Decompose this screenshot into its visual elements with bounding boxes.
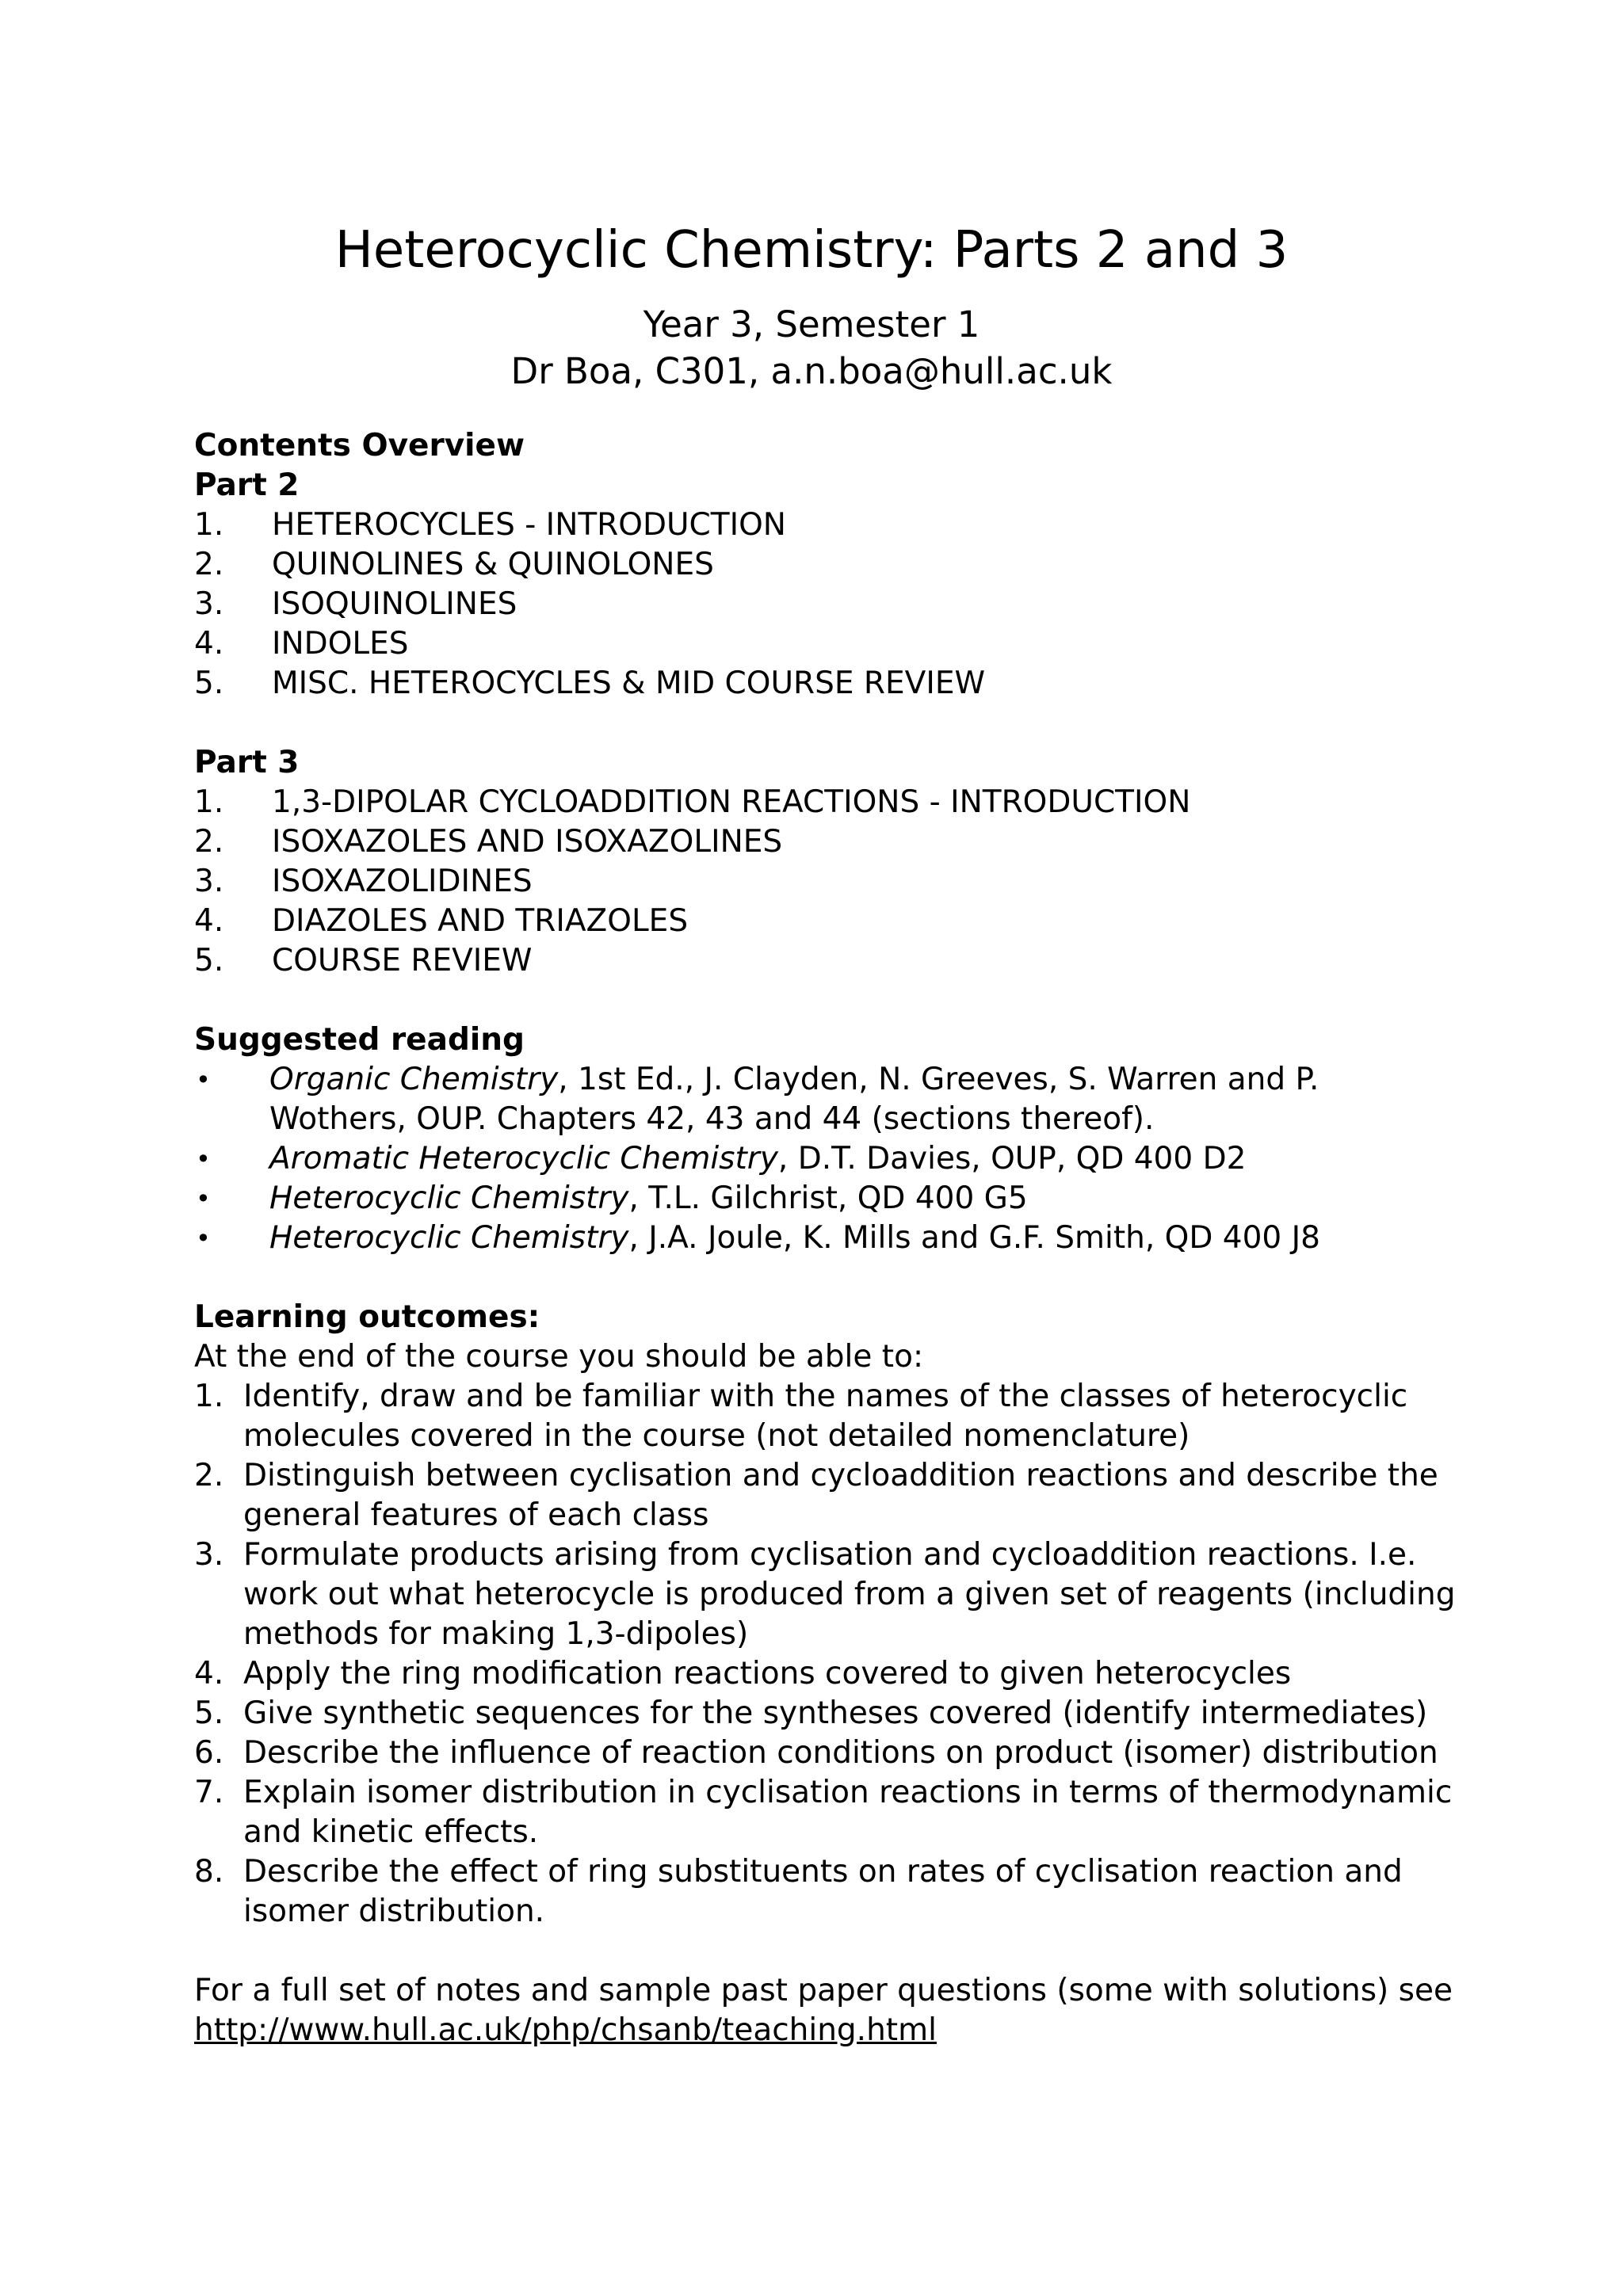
list-number: 5.: [194, 1695, 224, 1731]
list-number: 3.: [194, 586, 224, 622]
list-number: 4.: [194, 903, 224, 939]
book-details: , J.A. Joule, K. Mills and G.F. Smith, QD 400 J8: [628, 1220, 1320, 1256]
bullet-icon: •: [196, 1184, 211, 1214]
notes-footer-text: For a full set of notes and sample past paper questions (some with solutions) see: [194, 1973, 1453, 2008]
reading-text: [269, 1139, 1462, 1179]
outcome-text: Identify, draw and be familiar with the names of the classes of heterocyclic molecules covered in the course (not detailed nomenclature): [243, 1379, 1408, 1454]
list-number: 2.: [194, 824, 224, 860]
reading-item: [194, 1219, 1462, 1258]
outcome-item: [194, 1852, 1462, 1932]
outcome-item: [194, 1535, 1462, 1654]
list-item: [194, 664, 1462, 704]
list-number: 2.: [194, 547, 224, 582]
list-text: QUINOLINES & QUINOLONES: [272, 547, 714, 582]
list-number: 5.: [194, 666, 224, 701]
list-text: ISOQUINOLINES: [272, 586, 517, 622]
outcome-text: Describe the effect of ring substituents on rates of cyclisation reaction and isomer distribution.: [243, 1854, 1403, 1929]
bullet-icon: •: [196, 1065, 211, 1095]
list-number: 8.: [194, 1854, 224, 1890]
list-text: COURSE REVIEW: [272, 943, 533, 978]
reading-item: [194, 1060, 1462, 1139]
list-item: [194, 902, 1462, 941]
list-item: [194, 545, 1462, 585]
reading-text: [269, 1219, 1462, 1258]
list-item: [194, 822, 1462, 862]
outcome-item: [194, 1456, 1462, 1535]
spacer: [194, 1932, 1462, 1971]
outcome-text: Formulate products arising from cyclisation and cycloaddition reactions. I.e. work out what heterocycle is produced from a given set of reagents (including methods for making 1,3-dipoles): [243, 1537, 1456, 1652]
list-number: 1.: [194, 507, 224, 543]
list-item: [194, 624, 1462, 664]
suggested-reading-heading: Suggested reading: [194, 1022, 525, 1058]
list-number: 4.: [194, 626, 224, 662]
outcome-item: [194, 1654, 1462, 1694]
outcome-text: Distinguish between cyclisation and cycloaddition reactions and describe the general features of each class: [243, 1458, 1438, 1533]
spacer: [194, 1258, 1462, 1298]
lecturer-contact: Dr Boa, C301, a.n.boa@hull.ac.uk: [510, 350, 1113, 392]
document-body: [194, 426, 1462, 2050]
list-number: 2.: [194, 1458, 224, 1493]
list-text: MISC. HETEROCYCLES & MID COURSE REVIEW: [272, 666, 986, 701]
book-details: , 1st Ed., J. Clayden, N. Greeves, S. Warren and P. Wothers, OUP. Chapters 42, 43 and 44 (sections thereof).: [269, 1062, 1319, 1137]
book-details: , T.L. Gilchrist, QD 400 G5: [628, 1180, 1028, 1216]
spacer: [194, 981, 1462, 1020]
list-text: HETEROCYCLES - INTRODUCTION: [272, 507, 786, 543]
reading-text: [269, 1060, 1462, 1139]
reading-item: [194, 1179, 1462, 1219]
outcome-text: Give synthetic sequences for the syntheses covered (identify intermediates): [243, 1695, 1428, 1731]
contents-overview-heading: Contents Overview: [194, 428, 525, 463]
list-item: [194, 783, 1462, 822]
book-title: Aromatic Heterocyclic Chemistry: [269, 1141, 778, 1177]
list-item: [194, 585, 1462, 624]
list-number: 4.: [194, 1656, 224, 1691]
list-item: [194, 862, 1462, 902]
outcome-item: [194, 1773, 1462, 1852]
course-year-semester: Year 3, Semester 1: [643, 303, 980, 345]
outcome-item: [194, 1377, 1462, 1456]
reading-item: [194, 1139, 1462, 1179]
bullet-icon: •: [196, 1144, 211, 1174]
part3-list: [194, 783, 1462, 981]
outcome-item: [194, 1694, 1462, 1733]
list-text: ISOXAZOLES AND ISOXAZOLINES: [272, 824, 783, 860]
outcome-item: [194, 1733, 1462, 1773]
book-title: Heterocyclic Chemistry: [269, 1220, 629, 1256]
teaching-notes-link[interactable]: http://www.hull.ac.uk/php/chsanb/teaching.html: [194, 2012, 937, 2048]
learning-outcomes-heading: Learning outcomes:: [194, 1299, 540, 1335]
bullet-icon: •: [196, 1223, 211, 1253]
list-text: ISOXAZOLIDINES: [272, 864, 533, 899]
list-text: 1,3-DIPOLAR CYCLOADDITION REACTIONS - INTRODUCTION: [272, 784, 1191, 820]
book-title: Organic Chemistry: [269, 1062, 559, 1097]
outcome-text: Apply the ring modification reactions covered to given heterocycles: [243, 1656, 1292, 1691]
list-text: INDOLES: [272, 626, 409, 662]
list-number: 3.: [194, 864, 224, 899]
part2-heading: Part 2: [194, 467, 300, 503]
book-details: , D.T. Davies, OUP, QD 400 D2: [777, 1141, 1247, 1177]
list-text: DIAZOLES AND TRIAZOLES: [272, 903, 689, 939]
list-number: 6.: [194, 1735, 224, 1771]
outcome-text: Explain isomer distribution in cyclisation reactions in terms of thermodynamic and kinetic effects.: [243, 1775, 1453, 1850]
part3-heading: Part 3: [194, 745, 300, 780]
part2-list: [194, 505, 1462, 704]
learning-outcomes-intro: At the end of the course you should be able to:: [194, 1339, 924, 1375]
outcome-text: Describe the influence of reaction conditions on product (isomer) distribution: [243, 1735, 1438, 1771]
document-title: Heterocyclic Chemistry: Parts 2 and 3: [334, 220, 1289, 280]
list-number: 1.: [194, 1379, 224, 1414]
spacer: [194, 704, 1462, 743]
book-title: Heterocyclic Chemistry: [269, 1180, 629, 1216]
list-number: 1.: [194, 784, 224, 820]
list-item: [194, 941, 1462, 981]
reading-list: [194, 1060, 1462, 1258]
list-number: 5.: [194, 943, 224, 978]
list-number: 3.: [194, 1537, 224, 1573]
outcomes-list: [194, 1377, 1462, 1932]
list-item: [194, 505, 1462, 545]
list-number: 7.: [194, 1775, 224, 1810]
reading-text: [269, 1179, 1462, 1219]
